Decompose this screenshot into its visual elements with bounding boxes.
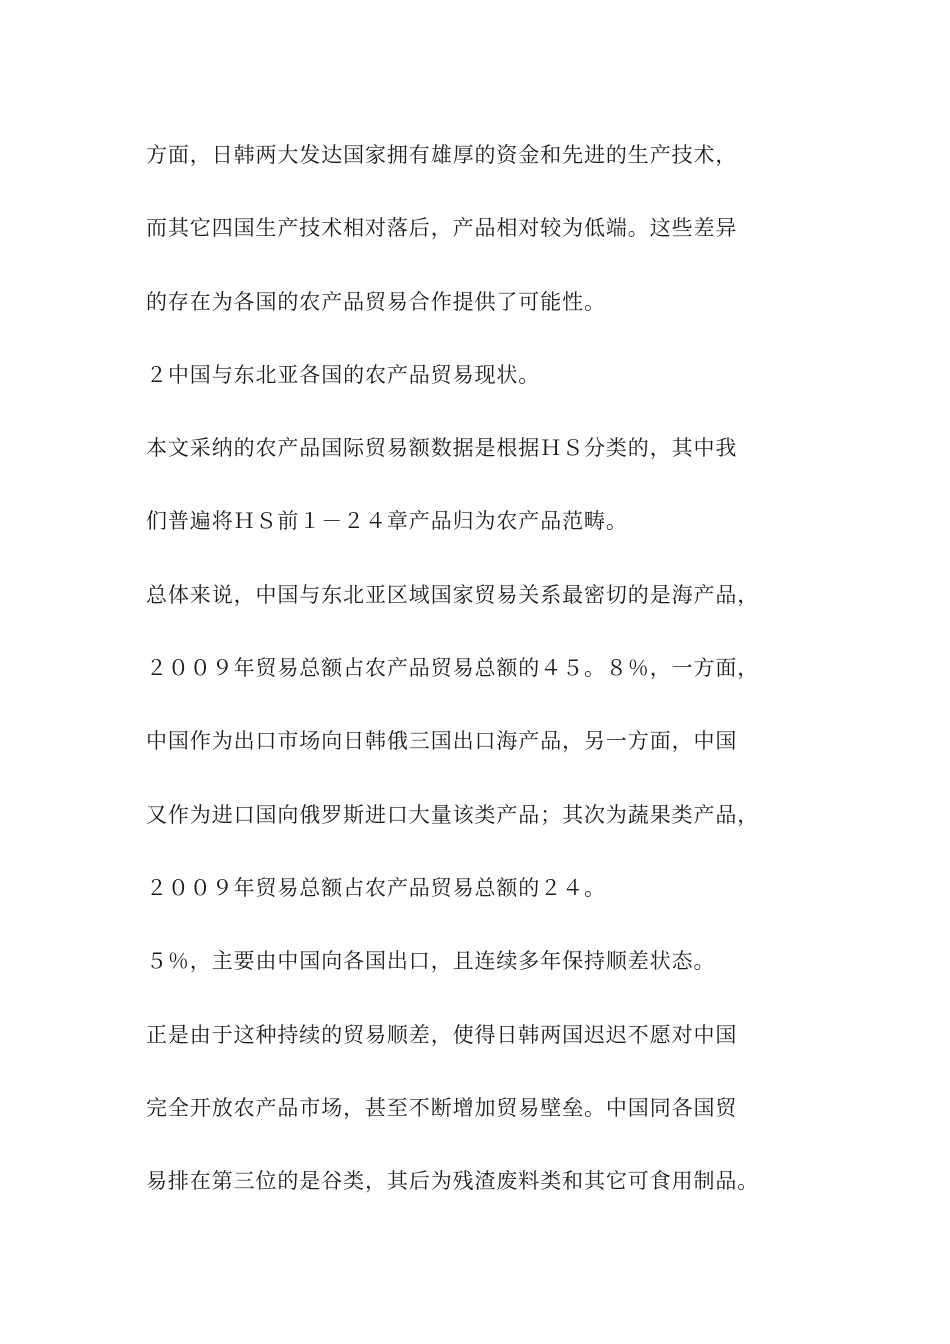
text-line: ５％，主要由中国向各国出口，且连续多年保持顺差状态。: [146, 949, 716, 974]
text-line: 的存在为各国的农产品贸易合作提供了可能性。: [146, 289, 606, 314]
text-line: 本文采纳的农产品国际贸易额数据是根据ＨＳ分类的，其中我: [146, 436, 738, 461]
document-body: [146, 132, 836, 1231]
text-line: 而其它四国生产技术相对落后，产品相对较为低端。这些差异: [146, 216, 738, 241]
text-line: ２００９年贸易总额占农产品贸易总额的４５。８％，一方面，: [146, 656, 760, 681]
text-line: 中国作为出口市场向日韩俄三国出口海产品，另一方面，中国: [146, 729, 738, 754]
text-line: 总体来说，中国与东北亚区域国家贸易关系最密切的是海产品，: [146, 582, 760, 607]
section-heading: ２中国与东北亚各国的农产品贸易现状。: [146, 362, 541, 387]
text-line: 又作为进口国向俄罗斯进口大量该类产品；其次为蔬果类产品，: [146, 802, 760, 827]
text-line: 正是由于这种持续的贸易顺差，使得日韩两国迟迟不愿对中国: [146, 1022, 738, 1047]
text-line: ２００９年贸易总额占农产品贸易总额的２４。: [146, 875, 606, 900]
text-line: 们普遍将ＨＳ前１－２４章产品归为农产品范畴。: [146, 509, 628, 534]
text-line: 完全开放农产品市场，甚至不断增加贸易壁垒。中国同各国贸: [146, 1095, 738, 1120]
text-line: 方面，日韩两大发达国家拥有雄厚的资金和先进的生产技术，: [146, 143, 738, 167]
text-line: 易排在第三位的是谷类，其后为残渣废料类和其它可食用制品。: [146, 1169, 760, 1194]
